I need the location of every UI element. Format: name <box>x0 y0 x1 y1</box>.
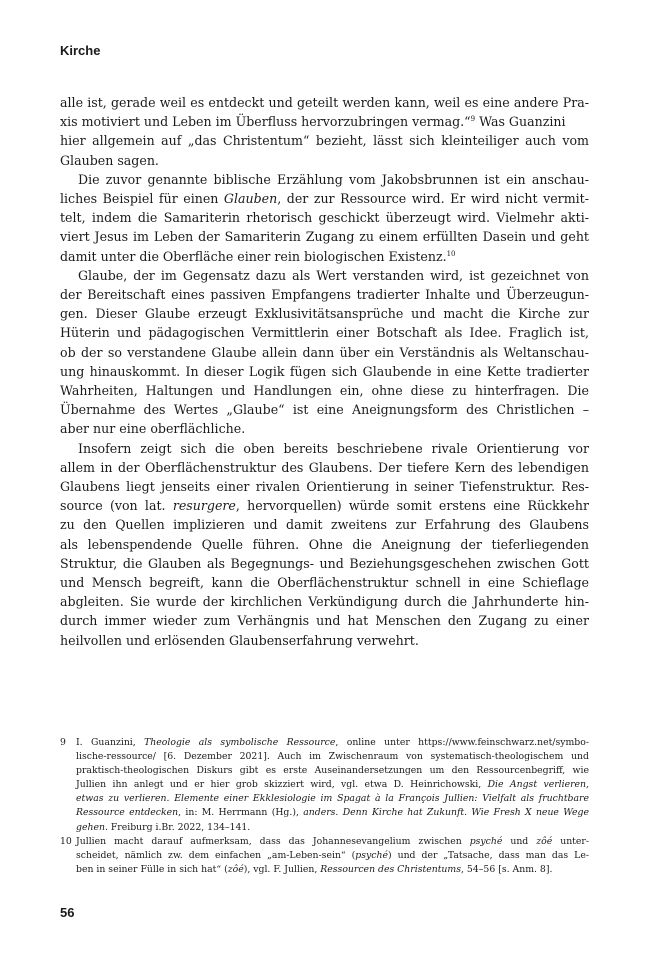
text-line: Übernahme des Wertes „Glaube“ ist eine Aneignungsform des Christlichen – <box>60 402 589 418</box>
footnotes <box>60 736 589 877</box>
text-line: der Bereitschaft eines passiven Empfangens tradierter Inhalte und Überzeugun- <box>60 287 589 303</box>
text-line: gen. Dieser Glaube erzeugt Exklusivitätsansprüche und macht die Kirche zur <box>60 306 589 322</box>
text-line: und Mensch begreift, kann die Oberflächenstruktur schnell in eine Schieflage <box>60 575 589 591</box>
footnote-line: lische-ressource/ [6. Dezember 2021]. Auch im Zwischenraum von systematisch-theologischem und <box>76 751 589 763</box>
text-line: Hüterin und pädagogischen Vermittlerin einer Botschaft als Idee. Fraglich ist, <box>60 325 589 341</box>
running-head: Kirche <box>60 43 101 58</box>
text-line: Glaubens liegt jenseits einer rivalen Orientierung in seiner Tiefenstruktur. Res- <box>60 479 589 495</box>
footnote-url[interactable]: , online unter https://www.feinschwarz.net/symbo- <box>335 737 589 748</box>
text-line: alle ist, gerade weil es entdeckt und geteilt werden kann, weil es eine andere Pra- <box>60 95 589 110</box>
footnote-line: etwas zu verlieren. Elemente einer Ekklesiologie im Spagat à la François Jullien: Vielfalt als fruchtbare <box>76 793 589 805</box>
text-line: hier allgemein auf „das Christentum“ bezieht, lässt sich kleinteiliger auch vom <box>60 133 589 149</box>
footnote-line: praktisch-theologischen Diskurs gibt es erste Auseinandersetzungen um den Ressourcenbegriff, wie <box>76 765 589 777</box>
footnote-ref[interactable]: 9 <box>470 115 476 124</box>
text-line: ung hinauskommt. In dieser Logik fügen sich Glaubende in eine Kette tradierter <box>60 363 589 379</box>
text-line: xis motiviert und Leben im Überfluss hervorzubringen vermag.“$^9$ Was Guanzini <box>60 114 566 130</box>
text-line: liches Beispiel für einen Glauben, der zur Ressource wird. Er wird nicht vermit- <box>60 191 589 207</box>
text-line: viert Jesus im Leben der Samariterin Zugang zu einem erfüllten Dasein und geht <box>60 229 589 245</box>
footnote-line: ben in seiner Fülle in sich hat“ (zôé), vgl. F. Jullien, Ressourcen des Christentums, 54–56 [s. Anm. 8]. <box>76 863 553 875</box>
text-line: allem in der Oberflächenstruktur des Glaubens. Der tiefere Kern des lebendigen <box>60 459 589 475</box>
page-number: 56 <box>60 905 75 920</box>
text-line: zu den Quellen implizieren und damit zweitens zur Erfahrung des Glaubens <box>60 517 589 533</box>
text-line: abgleiten. Sie wurde der kirchlichen Verkündigung durch die Jahrhunderte hin- <box>60 594 589 610</box>
text-line: Struktur, die Glauben als Begegnungs- und Beziehungsgeschehen zwischen Gott <box>60 555 589 571</box>
text-line: als lebenspendende Quelle führen. Ohne die Aneignung der tieferliegenden <box>60 536 589 552</box>
paragraph <box>60 439 589 650</box>
paragraph <box>60 170 589 266</box>
footnote-9 <box>60 736 589 835</box>
footnote-number: 9 <box>60 737 66 748</box>
footnote-line: scheidet, nämlich zw. dem einfachen „am-Leben-sein“ (psyché) und der „Tatsache, dass man das Le- <box>76 849 589 861</box>
text-line: durch immer wieder zum Verhängnis und hat Menschen den Zugang zu einer <box>60 613 589 629</box>
footnote-line: I. Guanzini, Theologie als symbolische Ressource, online unter https://www.feinschwarz.net/symbo- <box>76 737 589 748</box>
text-line: Glaube, der im Gegensatz dazu als Wert verstanden wird, ist gezeichnet von <box>78 267 589 283</box>
footnote-line: gehen. Freiburg i.Br. 2022, 134–141. <box>76 821 251 833</box>
text-line: Glauben sagen. <box>60 152 159 168</box>
text-line: Insofern zeigt sich die oben bereits beschriebene rivale Orientierung vor <box>78 440 589 456</box>
footnote-number: 10 <box>60 835 72 847</box>
footnote-line: Jullien ihn anlegt und er hier grob skizziert wird, vgl. etwa D. Heinrichowski, Die Angst verlieren, <box>76 779 589 791</box>
footnote-line: Jullien macht darauf aufmerksam, dass das Johannesevangelium zwischen psyché und zôé unter- <box>76 835 589 847</box>
text-line: damit unter die Oberfläche einer rein biologischen Existenz.$^{10}$ <box>60 248 456 264</box>
text-line: heilvollen und erlösenden Glaubenserfahrung verwehrt. <box>60 632 419 648</box>
footnote-10 <box>60 835 589 877</box>
text-line: source (von lat. resurgere, hervorquellen) würde somit erstens eine Rückkehr <box>60 498 590 514</box>
text-line: Die zuvor genannte biblische Erzählung vom Jakobsbrunnen ist ein anschau- <box>78 171 589 187</box>
text-line: Wahrheiten, Haltungen und Handlungen ein, ohne diese zu hinterfragen. Die <box>60 383 589 399</box>
main-text <box>60 93 589 650</box>
text-line: aber nur eine oberflächliche. <box>60 421 246 437</box>
footnote-ref[interactable]: 10 <box>446 249 456 258</box>
text-line: telt, indem die Samariterin rhetorisch geschickt überzeugt wird. Vielmehr akti- <box>60 210 589 226</box>
text-line: ob der so verstandene Glaube allein dann über ein Verständnis als Weltanschau- <box>60 344 589 360</box>
paragraph <box>60 266 589 439</box>
footnote-line: Ressource entdecken, in: M. Herrmann (Hg.), anders. Denn Kirche hat Zukunft. Wie Fresh X neue Wege <box>76 807 589 819</box>
paragraph <box>60 93 589 170</box>
